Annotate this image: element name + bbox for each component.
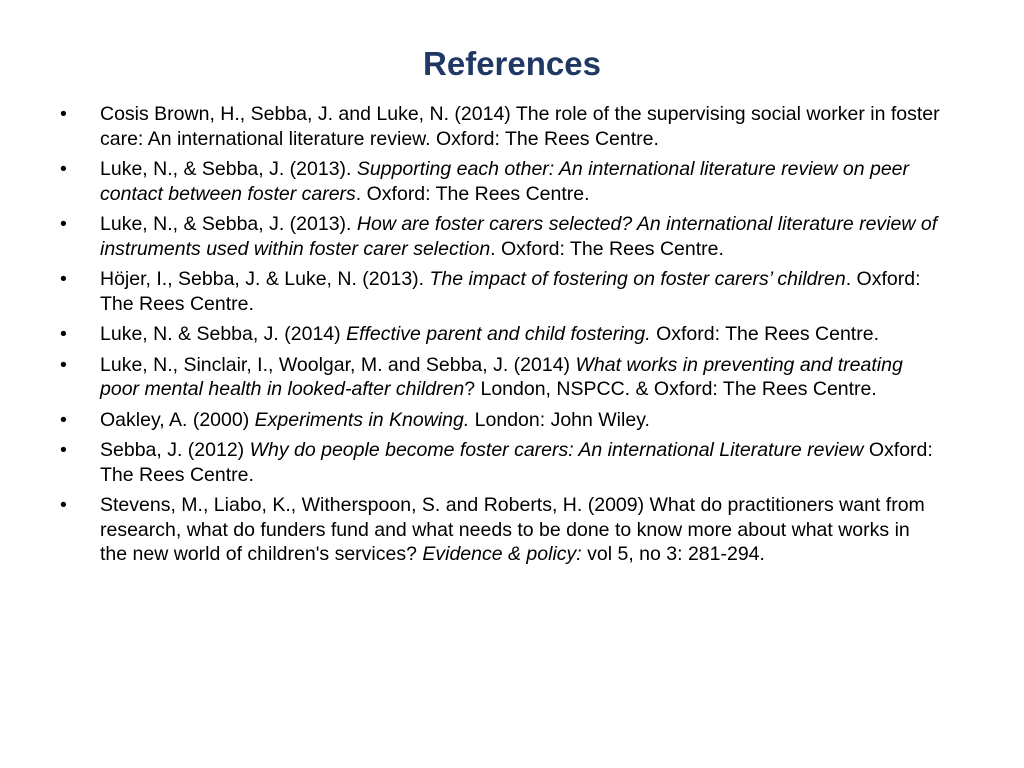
reference-text — [100, 323, 879, 345]
bullet-icon: • — [60, 158, 67, 180]
reference-text — [100, 409, 650, 431]
bullet-icon: • — [60, 213, 67, 235]
bullet-icon: • — [60, 353, 67, 376]
reference-text — [100, 268, 921, 315]
reference-item — [60, 267, 940, 316]
reference-segment: vol 5, no 3: 281-294. — [581, 543, 765, 565]
slide-title: References — [423, 45, 601, 82]
reference-item — [60, 102, 940, 151]
reference-italic-segment: Evidence & policy: — [422, 543, 582, 565]
reference-text — [100, 494, 925, 565]
reference-item — [60, 493, 940, 567]
reference-text — [100, 354, 903, 401]
reference-item — [60, 438, 940, 487]
reference-italic-segment: Why do people become foster carers: An international Literature review — [249, 439, 864, 461]
reference-segment: Oxford: The Rees Centre. — [650, 323, 879, 345]
reference-italic-segment: What works in preventing and treating poor mental health in looked-after children — [100, 353, 903, 400]
reference-item — [60, 408, 940, 433]
bullet-icon: • — [60, 268, 67, 290]
reference-text — [100, 158, 909, 205]
bullet-icon: • — [60, 408, 67, 431]
reference-segment: Luke, N., & Sebba, J. (2013). — [100, 158, 357, 180]
reference-list — [60, 102, 940, 573]
bullet-icon: • — [60, 494, 67, 516]
reference-italic-segment: How are foster carers selected? An international literature review of instruments used within foster carer selection — [100, 213, 938, 260]
reference-segment: Oakley, A. (2000) — [100, 408, 255, 431]
reference-item — [60, 157, 940, 206]
reference-segment: Luke, N. & Sebba, J. (2014) — [100, 323, 347, 345]
reference-segment: Stevens, M., Liabo, K., Witherspoon, S. and Roberts, H. (2009) What do practitioners want from research, what do funders fund and what needs to be done to know more about what works in the new world of children's services? — [100, 494, 925, 565]
reference-segment: Cosis Brown, H., Sebba, J. and Luke, N. (2014) The role of the supervising social worker in foster care: An international literature review. Oxford: The Rees Centre. — [100, 103, 940, 150]
bullet-icon: • — [60, 323, 67, 345]
reference-italic-segment: Supporting each other: An international literature review on peer contact between foster carers — [100, 158, 910, 205]
bullet-icon: • — [60, 103, 67, 125]
reference-segment: . Oxford: The Rees Centre. — [490, 237, 724, 260]
reference-segment: London: John Wiley. — [469, 408, 650, 431]
reference-segment: Luke, N., & Sebba, J. (2013). — [100, 213, 357, 235]
reference-italic-segment: The impact of fostering on foster carers’ children — [429, 268, 846, 290]
reference-text — [100, 213, 937, 260]
reference-item — [60, 212, 940, 261]
reference-item — [60, 353, 940, 402]
reference-segment: Oxford: The Rees Centre. — [100, 439, 933, 486]
reference-text — [100, 439, 933, 486]
reference-segment: Höjer, I., Sebba, J. & Luke, N. (2013). — [100, 268, 430, 290]
reference-segment: Sebba, J. (2012) — [100, 439, 250, 461]
reference-italic-segment: Experiments in Knowing. — [254, 408, 470, 431]
reference-text — [100, 103, 940, 150]
reference-item — [60, 322, 940, 347]
reference-segment: ? London, NSPCC. & Oxford: The Rees Centre. — [464, 378, 877, 400]
reference-segment: . Oxford: The Rees Centre. — [355, 182, 590, 205]
reference-segment: Luke, N., Sinclair, I., Woolgar, M. and Sebba, J. (2014) — [100, 353, 576, 376]
reference-italic-segment: Effective parent and child fostering. — [346, 323, 651, 345]
bullet-icon: • — [60, 439, 67, 461]
reference-segment: . Oxford: The Rees Centre. — [100, 268, 921, 315]
